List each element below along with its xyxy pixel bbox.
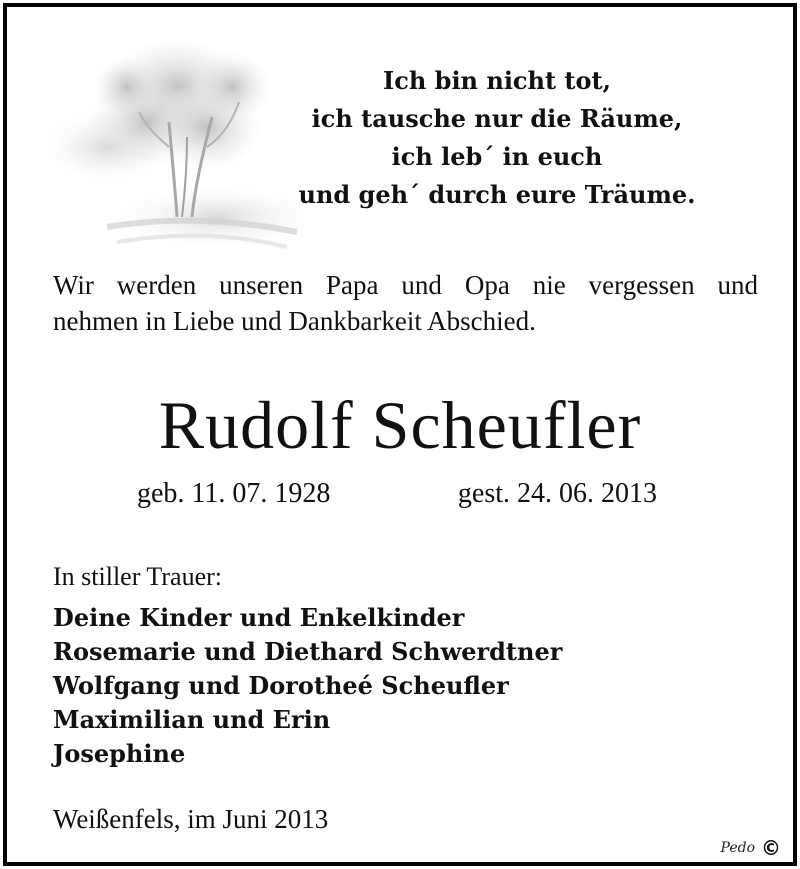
birth-date: geb. 11. 07. 1928 bbox=[137, 478, 331, 509]
intro-line: nehmen in Liebe und Dankbarkeit Abschied. bbox=[53, 306, 536, 336]
mourner-item: Wolfgang und Dorotheé Scheufler bbox=[53, 671, 509, 700]
copyright-icon: © bbox=[761, 836, 781, 860]
poem-line: und geh´ durch eure Träume. bbox=[298, 180, 696, 209]
tree-illustration-icon bbox=[47, 27, 307, 262]
mourner-item: Deine Kinder und Enkelkinder bbox=[53, 603, 465, 632]
place-date: Weißenfels, im Juni 2013 bbox=[53, 804, 329, 834]
poem bbox=[297, 62, 697, 214]
poem-line: ich leb´ in euch bbox=[391, 142, 603, 171]
intro-text bbox=[53, 267, 758, 339]
deceased-name: Rudolf Scheufler bbox=[158, 387, 642, 463]
signature-text: Pedo bbox=[720, 840, 755, 856]
designer-signature bbox=[721, 836, 781, 860]
poem-line: ich tausche nur die Räume, bbox=[311, 104, 683, 133]
mourner-item: Maximilian und Erin bbox=[53, 705, 331, 734]
mourning-label: In stiller Trauer: bbox=[53, 562, 222, 591]
intro-line: Wir werden unseren Papa und Opa nie vergessen und bbox=[53, 270, 758, 300]
obituary-notice bbox=[3, 3, 797, 866]
mourner-item: Josephine bbox=[53, 739, 186, 768]
mourner-item: Rosemarie und Diethard Schwerdtner bbox=[53, 637, 563, 666]
mourners-list bbox=[53, 601, 562, 771]
life-dates bbox=[137, 477, 657, 511]
poem-line: Ich bin nicht tot, bbox=[383, 66, 611, 95]
death-date: gest. 24. 06. 2013 bbox=[457, 478, 657, 509]
